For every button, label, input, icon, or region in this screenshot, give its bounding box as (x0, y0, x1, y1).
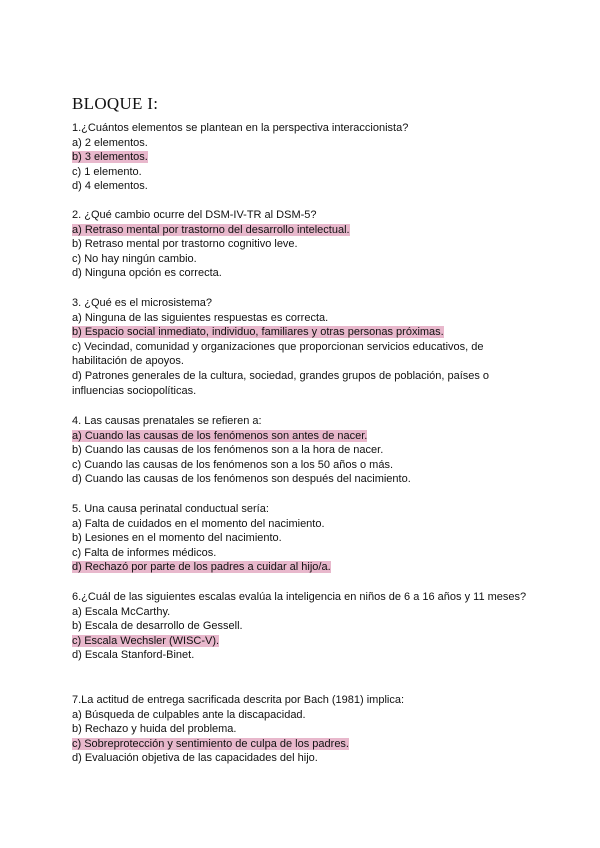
question-text: 3. ¿Qué es el microsistema? (72, 297, 212, 309)
answer-option: a) Búsqueda de culpables ante la discapacidad. (72, 708, 306, 721)
answer-option: d) Cuando las causas de los fenómenos son después del nacimiento. (72, 473, 411, 486)
question-block-5 (72, 502, 532, 575)
answer-option-highlighted: b) 3 elementos. (72, 151, 148, 164)
question-block-3 (72, 296, 532, 398)
answer-option: c) Falta de informes médicos. (72, 546, 217, 559)
answer-option: d) Patrones generales de la cultura, sociedad, grandes grupos de población, países o influencias sociopolíticas. (72, 369, 490, 397)
question-text: 2. ¿Qué cambio ocurre del DSM-IV-TR al DSM-5? (72, 209, 317, 221)
answer-option: a) 2 elementos. (72, 136, 148, 149)
answer-option-highlighted: c) Escala Wechsler (WISC-V). (72, 634, 220, 647)
answer-option: b) Rechazo y huida del problema. (72, 723, 237, 736)
question-text: 7.La actitud de entrega sacrificada descrita por Bach (1981) implica: (72, 694, 405, 706)
question-block-4 (72, 414, 532, 487)
answer-option: b) Escala de desarrollo de Gessell. (72, 620, 243, 633)
answer-option: d) Ninguna opción es correcta. (72, 267, 222, 280)
answer-option: c) Vecindad, comunidad y organizaciones que proporcionan servicios educativos, de habilitación de apoyos. (72, 340, 484, 368)
question-block-2 (72, 208, 532, 281)
answer-option-highlighted: b) Espacio social inmediato, individuo, familiares y otras personas próximas. (72, 326, 444, 339)
answer-option-highlighted: d) Rechazó por parte de los padres a cuidar al hijo/a. (72, 561, 331, 574)
question-text: 1.¿Cuántos elementos se plantean en la perspectiva interaccionista? (72, 122, 409, 134)
answer-option: a) Falta de cuidados en el momento del nacimiento. (72, 517, 325, 530)
section-heading: BLOQUE I: (72, 94, 159, 113)
answer-option: a) Ninguna de las siguientes respuestas es correcta. (72, 311, 329, 324)
answer-option: a) Escala McCarthy. (72, 605, 171, 618)
question-text: 5. Una causa perinatal conductual sería: (72, 503, 269, 515)
answer-option: b) Lesiones en el momento del nacimiento. (72, 532, 282, 545)
answer-option: d) Escala Stanford-Binet. (72, 649, 195, 662)
question-text: 4. Las causas prenatales se refieren a: (72, 415, 262, 427)
question-text: 6.¿Cuál de las siguientes escalas evalúa la inteligencia en niños de 6 a 16 años y 11 meses? (72, 591, 527, 603)
answer-option-highlighted: c) Sobreprotección y sentimiento de culpa de los padres. (72, 737, 349, 750)
question-block-1 (72, 121, 532, 194)
answer-option-highlighted: a) Retraso mental por trastorno del desarrollo intelectual. (72, 223, 350, 236)
answer-option-highlighted: a) Cuando las causas de los fenómenos son antes de nacer. (72, 429, 368, 442)
question-block-6 (72, 590, 532, 663)
answer-option: c) 1 elemento. (72, 165, 142, 178)
answer-option: b) Retraso mental por trastorno cognitivo leve. (72, 238, 298, 251)
answer-option: b) Cuando las causas de los fenómenos son a la hora de nacer. (72, 444, 384, 457)
answer-option: d) Evaluación objetiva de las capacidades del hijo. (72, 752, 318, 765)
answer-option: c) No hay ningún cambio. (72, 252, 197, 265)
answer-option: d) 4 elementos. (72, 180, 148, 193)
answer-option: c) Cuando las causas de los fenómenos son a los 50 años o más. (72, 458, 394, 471)
question-block-7 (72, 693, 532, 766)
